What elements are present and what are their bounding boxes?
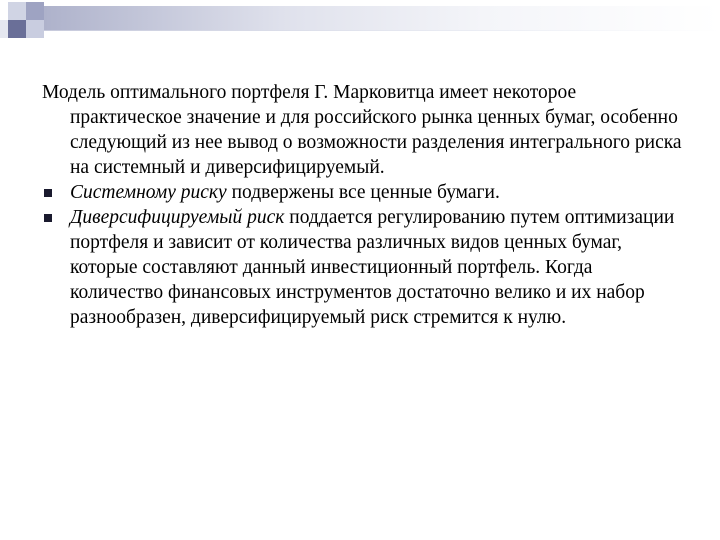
slide-decoration: [0, 0, 720, 60]
bullet-text: поддается регулированию путем оптимизации портфеля и зависит от количества различных видов ценных бумаг, которые составляют данный инвестиционный портфель. Когда количество финансовых инструментов достаточно велико и их набор разнообразен, диверсифицируемый риск стремится к нулю.: [70, 207, 675, 328]
slide-body: [42, 80, 682, 330]
decor-top-line: [44, 30, 720, 31]
square-bullet-icon: [44, 189, 52, 197]
decor-square: [0, 20, 8, 38]
bullet-item-diversifiable-risk: [42, 205, 682, 330]
bullet-text: подвержены все ценные бумаги.: [226, 182, 500, 203]
bullet-term: Системному риску: [70, 182, 227, 203]
decor-square: [8, 2, 26, 20]
decor-top-bar: [44, 6, 720, 30]
decor-square: [26, 20, 44, 38]
intro-paragraph: Модель оптимального портфеля Г. Марковитца имеет некоторое практическое значение и для российского рынка ценных бумаг, особенно следующий из нее вывод о возможности разделения интегрального риска на системный и диверсифицируемый.: [42, 82, 682, 178]
decor-square: [26, 2, 44, 20]
decor-square: [8, 20, 26, 38]
square-bullet-icon: [44, 214, 52, 222]
bullet-item-systemic-risk: [42, 180, 682, 205]
bullet-term: Диверсифицируемый риск: [70, 207, 285, 228]
